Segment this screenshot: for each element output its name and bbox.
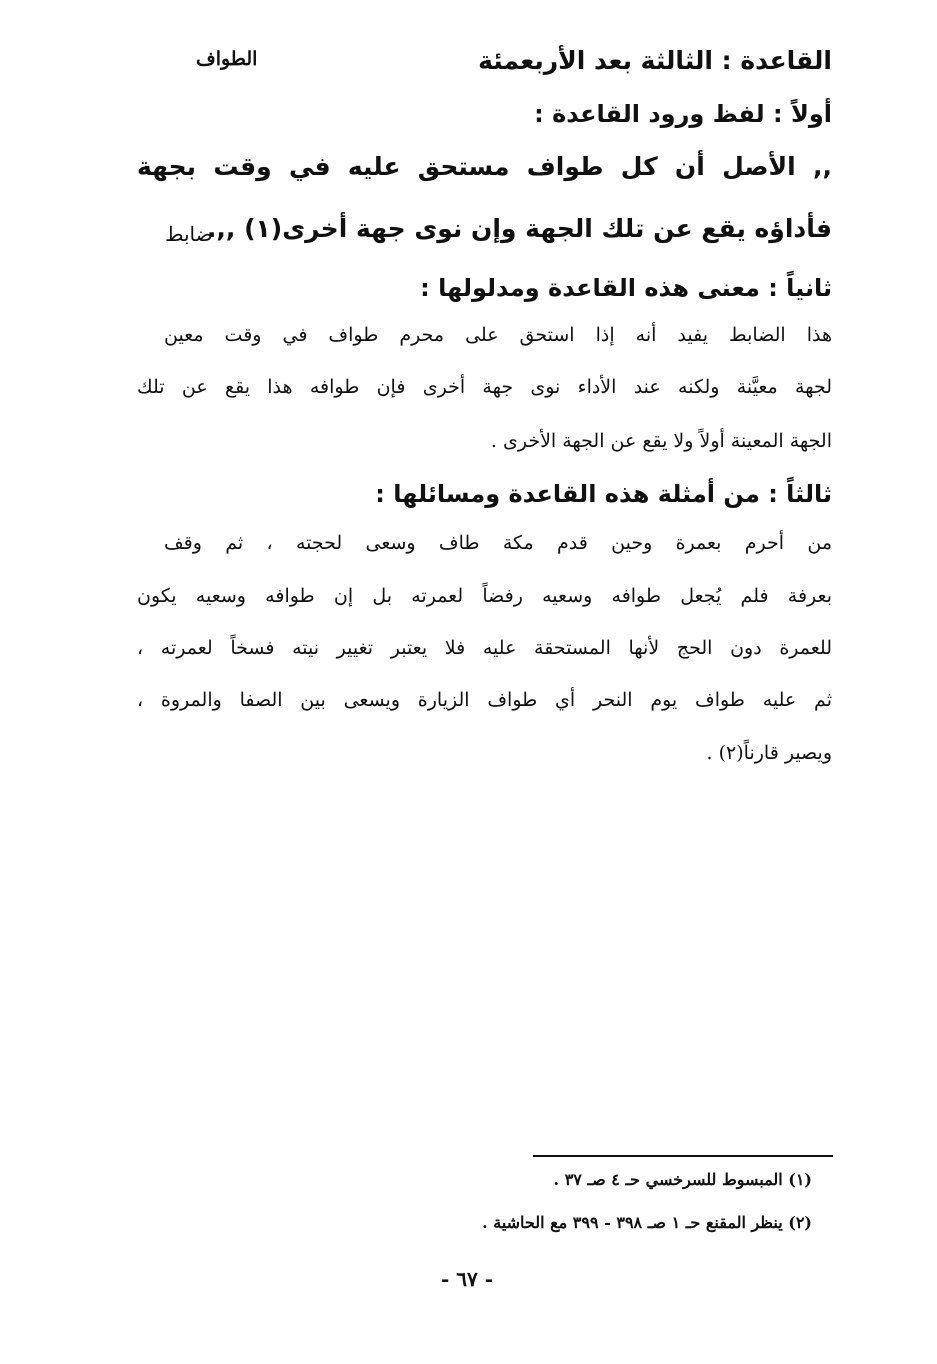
rule-text-line: ,, الأصل أن كل طواف مستحق عليه في وقت بجهة (137, 152, 832, 181)
rule-text-line: فأداؤه يقع عن تلك الجهة وإن نوى جهة أخرى(١) ,,. (206, 214, 832, 243)
footnote-1: (١) المبسوط للسرخسي حـ ٤ صـ ٣٧ . (553, 1170, 812, 1189)
rule-title: القاعدة : الثالثة بعد الأربعمئة (478, 46, 832, 75)
paragraph-line: ويصير قارناً(٢) . (706, 742, 832, 764)
topic-title: الطواف (196, 48, 258, 70)
paragraph-line: لجهة معيَّنة ولكنه عند الأداء نوى جهة أخرى فإن طوافه هذا يقع عن تلك (137, 376, 832, 398)
section-heading-1: أولاً : لفظ ورود القاعدة : (534, 100, 832, 128)
paragraph-line: من أحرم بعمرة وحين قدم مكة طاف وسعى لحجته ، ثم وقف (164, 532, 832, 554)
page-number: - ٦٧ - (441, 1267, 494, 1291)
paragraph-line: هذا الضابط يفيد أنه إذا استحق على محرم طواف في وقت معين (164, 324, 832, 346)
footnote-separator (533, 1155, 833, 1157)
rule-type-tag: ضابط (165, 222, 213, 246)
paragraph-line: ثم عليه طواف يوم النحر أي طواف الزيارة ويسعى بين الصفا والمروة ، (137, 689, 832, 711)
paragraph-line: بعرفة فلم يُجعل طوافه وسعيه رفضاً لعمرته بل إن طوافه وسعيه يكون (137, 585, 832, 607)
section-heading-3: ثالثاً : من أمثلة هذه القاعدة ومسائلها : (375, 480, 832, 508)
paragraph-line: الجهة المعينة أولاً ولا يقع عن الجهة الأخرى . (490, 430, 832, 452)
paragraph-line: للعمرة دون الحج لأنها المستحقة عليه فلا يعتبر تغيير نيته فسخاً لعمرته ، (137, 637, 832, 659)
footnote-2: (٢) ينظر المقنع حـ ١ صـ ٣٩٨ - ٣٩٩ مع الحاشية . (482, 1213, 812, 1232)
section-heading-2: ثانياً : معنى هذه القاعدة ومدلولها : (420, 274, 832, 302)
